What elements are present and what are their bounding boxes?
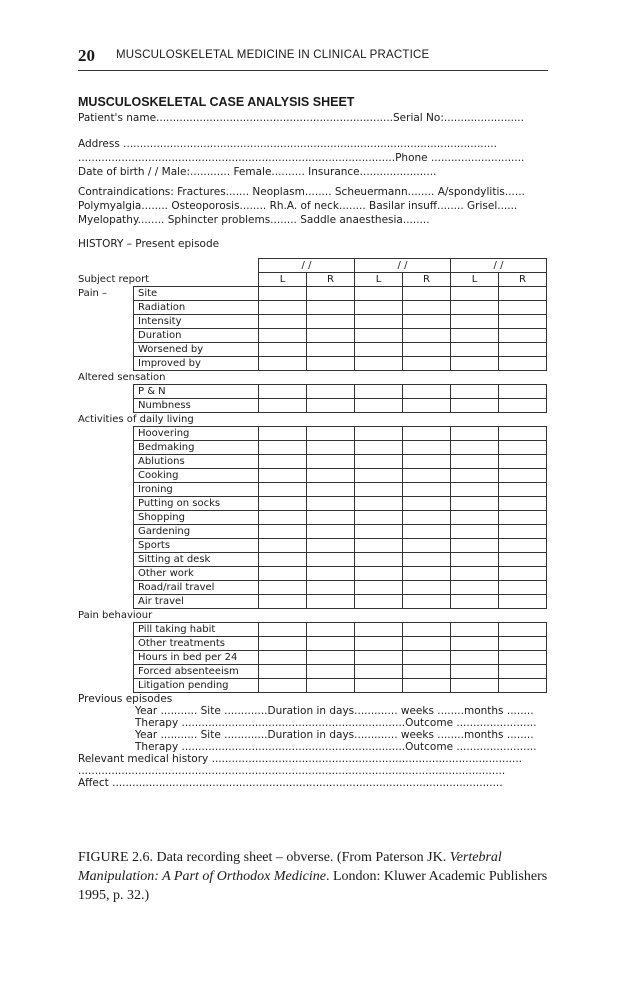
entry-cell[interactable]	[355, 637, 403, 651]
dob-line: Date of birth / / Male:............ Female.......... Insurance.......................	[78, 166, 437, 178]
item-row	[78, 511, 547, 525]
entry-cell[interactable]	[403, 539, 451, 553]
entry-cell[interactable]	[307, 385, 355, 399]
item-row	[78, 441, 547, 455]
entry-cell[interactable]	[307, 581, 355, 595]
group-label	[78, 315, 134, 329]
entry-cell[interactable]	[355, 427, 403, 441]
entry-cell[interactable]	[499, 581, 547, 595]
group-label	[78, 539, 134, 553]
running-header	[78, 46, 548, 71]
item-label: Sitting at desk	[134, 553, 259, 567]
entry-cell[interactable]	[259, 511, 307, 525]
item-label: Cooking	[134, 469, 259, 483]
group-label	[78, 511, 134, 525]
entry-cell[interactable]	[307, 665, 355, 679]
entry-cell[interactable]	[355, 525, 403, 539]
item-row	[78, 581, 547, 595]
item-row	[78, 427, 547, 441]
entry-cell[interactable]	[307, 525, 355, 539]
entry-cell[interactable]	[307, 539, 355, 553]
history-grid	[78, 258, 547, 693]
item-label: Gardening	[134, 525, 259, 539]
entry-cell[interactable]	[355, 385, 403, 399]
page-number: 20	[78, 46, 95, 65]
item-label: Hoovering	[134, 427, 259, 441]
entry-cell[interactable]	[451, 553, 499, 567]
entry-cell[interactable]	[307, 637, 355, 651]
side-left: L	[451, 273, 499, 287]
entry-cell[interactable]	[403, 581, 451, 595]
item-label: P & N	[134, 385, 259, 399]
item-label: Putting on socks	[134, 497, 259, 511]
entry-cell[interactable]	[307, 623, 355, 637]
entry-cell[interactable]	[451, 497, 499, 511]
item-label: Intensity	[134, 315, 259, 329]
entry-cell[interactable]	[403, 553, 451, 567]
entry-cell[interactable]	[403, 441, 451, 455]
phone-line: ...............................................................................................Phone ............................	[78, 152, 525, 164]
group-label	[78, 651, 134, 665]
subject-report-label: Subject report	[78, 273, 150, 285]
entry-cell[interactable]	[259, 525, 307, 539]
entry-cell[interactable]	[499, 385, 547, 399]
entry-cell[interactable]	[403, 427, 451, 441]
entry-cell[interactable]	[499, 455, 547, 469]
entry-cell[interactable]	[499, 427, 547, 441]
entry-cell[interactable]	[403, 483, 451, 497]
item-label: Site	[134, 287, 259, 301]
entry-cell[interactable]	[451, 455, 499, 469]
entry-cell[interactable]	[307, 497, 355, 511]
entry-cell[interactable]	[403, 399, 451, 413]
entry-cell[interactable]	[403, 665, 451, 679]
item-label: Improved by	[134, 357, 259, 371]
entry-cell[interactable]	[259, 623, 307, 637]
entry-cell[interactable]	[499, 399, 547, 413]
group-label	[78, 301, 134, 315]
group-label	[78, 329, 134, 343]
group-label: Altered sensation	[78, 372, 166, 383]
entry-cell[interactable]	[499, 287, 547, 301]
entry-cell[interactable]	[499, 651, 547, 665]
entry-cell[interactable]	[451, 539, 499, 553]
entry-cell[interactable]	[259, 553, 307, 567]
item-label: Air travel	[134, 595, 259, 609]
group-label	[78, 567, 134, 581]
entry-cell[interactable]	[451, 343, 499, 357]
item-label: Ablutions	[134, 455, 259, 469]
entry-cell[interactable]	[403, 567, 451, 581]
entry-cell[interactable]	[451, 483, 499, 497]
entry-cell[interactable]	[403, 637, 451, 651]
entry-cell[interactable]	[259, 581, 307, 595]
patient-name-line: Patient's name.......................................................................Serial No:........................	[78, 112, 524, 124]
item-row	[78, 679, 547, 693]
entry-cell[interactable]	[451, 329, 499, 343]
entry-cell[interactable]	[355, 287, 403, 301]
entry-cell[interactable]	[499, 357, 547, 371]
group-label: Activities of daily living	[78, 414, 194, 425]
entry-cell[interactable]	[403, 623, 451, 637]
item-row	[78, 525, 547, 539]
item-row	[78, 315, 547, 329]
entry-cell[interactable]	[307, 679, 355, 693]
item-row	[78, 399, 547, 413]
entry-cell[interactable]	[499, 511, 547, 525]
group-label	[78, 637, 134, 651]
entry-cell[interactable]	[259, 665, 307, 679]
item-row	[78, 497, 547, 511]
entry-cell[interactable]	[451, 651, 499, 665]
item-row	[78, 301, 547, 315]
entry-cell[interactable]	[499, 623, 547, 637]
entry-cell[interactable]	[403, 287, 451, 301]
entry-cell[interactable]	[451, 427, 499, 441]
item-row	[78, 357, 547, 371]
group-heading-row	[78, 371, 547, 385]
group-label	[78, 665, 134, 679]
entry-cell[interactable]	[307, 651, 355, 665]
entry-cell[interactable]	[403, 469, 451, 483]
entry-cell[interactable]	[307, 315, 355, 329]
entry-cell[interactable]	[355, 595, 403, 609]
side-left: L	[355, 273, 403, 287]
entry-cell[interactable]	[403, 595, 451, 609]
group-heading-row	[78, 609, 547, 623]
caption-text: FIGURE 2.6. Data recording sheet – obverse. (From Paterson JK.	[78, 850, 450, 865]
entry-cell[interactable]	[403, 497, 451, 511]
item-row	[78, 553, 547, 567]
entry-cell[interactable]	[499, 329, 547, 343]
entry-cell[interactable]	[307, 469, 355, 483]
entry-cell[interactable]	[307, 553, 355, 567]
side-right: R	[499, 273, 547, 287]
entry-cell[interactable]	[499, 539, 547, 553]
entry-cell[interactable]	[355, 581, 403, 595]
entry-cell[interactable]	[499, 343, 547, 357]
previous-episodes	[78, 693, 536, 789]
item-label: Duration	[134, 329, 259, 343]
entry-cell[interactable]	[307, 441, 355, 455]
entry-cell[interactable]	[403, 455, 451, 469]
previous-line: Year ........... Site .............Duration in days............. weeks ........months ........	[135, 729, 534, 741]
group-label	[78, 455, 134, 469]
entry-cell[interactable]	[403, 357, 451, 371]
entry-cell[interactable]	[307, 287, 355, 301]
entry-cell[interactable]	[307, 595, 355, 609]
entry-cell[interactable]	[307, 329, 355, 343]
group-label	[78, 427, 134, 441]
side-left: L	[259, 273, 307, 287]
entry-cell[interactable]	[451, 665, 499, 679]
entry-cell[interactable]	[355, 539, 403, 553]
sheet-title: MUSCULOSKELETAL CASE ANALYSIS SHEET	[78, 95, 355, 109]
entry-cell[interactable]	[451, 595, 499, 609]
item-row	[78, 287, 547, 301]
entry-cell[interactable]	[355, 665, 403, 679]
item-label: Forced absenteeism	[134, 665, 259, 679]
entry-cell[interactable]	[499, 637, 547, 651]
entry-cell[interactable]	[259, 343, 307, 357]
item-label: Road/rail travel	[134, 581, 259, 595]
date-mark: / /	[451, 259, 547, 273]
entry-cell[interactable]	[403, 679, 451, 693]
date-mark: / /	[259, 259, 355, 273]
item-label: Shopping	[134, 511, 259, 525]
item-row	[78, 567, 547, 581]
entry-cell[interactable]	[259, 301, 307, 315]
entry-cell[interactable]	[451, 637, 499, 651]
item-row	[78, 343, 547, 357]
history-heading: HISTORY – Present episode	[78, 238, 220, 250]
relevant-history-line: Relevant medical history .............................................................................................	[78, 753, 523, 765]
running-title: MUSCULOSKELETAL MEDICINE IN CLINICAL PRACTICE	[116, 49, 430, 61]
group-label	[78, 469, 134, 483]
entry-cell[interactable]	[259, 567, 307, 581]
entry-cell[interactable]	[307, 301, 355, 315]
entry-cell[interactable]	[451, 357, 499, 371]
entry-cell[interactable]	[355, 469, 403, 483]
figure-caption	[78, 848, 550, 905]
entry-cell[interactable]	[403, 315, 451, 329]
entry-cell[interactable]	[307, 511, 355, 525]
entry-cell[interactable]	[259, 357, 307, 371]
entry-cell[interactable]	[355, 497, 403, 511]
affect-line: Affect .....................................................................................................................	[78, 777, 503, 789]
item-label: Other treatments	[134, 637, 259, 651]
side-right: R	[403, 273, 451, 287]
entry-cell[interactable]	[451, 315, 499, 329]
entry-cell[interactable]	[355, 623, 403, 637]
entry-cell[interactable]	[355, 679, 403, 693]
entry-cell[interactable]	[307, 399, 355, 413]
entry-cell[interactable]	[403, 525, 451, 539]
item-row	[78, 483, 547, 497]
group-label	[78, 385, 134, 399]
entry-cell[interactable]	[355, 511, 403, 525]
caption-title: Vertebral Manipulation: A Part of Orthodox Medicine	[78, 850, 502, 884]
entry-cell[interactable]	[355, 301, 403, 315]
contraindications-line-2: Polymyalgia........ Osteoporosis........ Rh.A. of neck........ Basilar insuff........ Grisel......	[78, 200, 518, 212]
group-label	[78, 497, 134, 511]
entry-cell[interactable]	[355, 441, 403, 455]
blank-line: ................................................................................................................................	[78, 765, 506, 777]
entry-cell[interactable]	[355, 483, 403, 497]
entry-cell[interactable]	[259, 595, 307, 609]
entry-cell[interactable]	[451, 301, 499, 315]
entry-cell[interactable]	[451, 525, 499, 539]
item-label: Pill taking habit	[134, 623, 259, 637]
entry-cell[interactable]	[259, 637, 307, 651]
entry-cell[interactable]	[355, 315, 403, 329]
group-label	[78, 595, 134, 609]
entry-cell[interactable]	[307, 357, 355, 371]
entry-cell[interactable]	[403, 301, 451, 315]
entry-cell[interactable]	[451, 469, 499, 483]
previous-heading: Previous episodes	[78, 693, 173, 705]
subject-report-row	[78, 273, 547, 287]
entry-cell[interactable]	[499, 567, 547, 581]
entry-cell[interactable]	[499, 441, 547, 455]
entry-cell[interactable]	[403, 343, 451, 357]
previous-line: Therapy ...................................................................Outcome ........................	[135, 717, 537, 729]
group-label: Pain behaviour	[78, 610, 153, 621]
item-label: Sports	[134, 539, 259, 553]
entry-cell[interactable]	[403, 511, 451, 525]
entry-cell[interactable]	[403, 329, 451, 343]
entry-cell[interactable]	[451, 287, 499, 301]
entry-cell[interactable]	[499, 469, 547, 483]
item-label: Bedmaking	[134, 441, 259, 455]
entry-cell[interactable]	[355, 343, 403, 357]
entry-cell[interactable]	[451, 623, 499, 637]
entry-cell[interactable]	[355, 399, 403, 413]
contraindications-line-1: Contraindications: Fractures....... Neoplasm........ Scheuermann........ A/spondylitis......	[78, 186, 525, 198]
entry-cell[interactable]	[307, 567, 355, 581]
entry-cell[interactable]	[259, 497, 307, 511]
entry-cell[interactable]	[403, 651, 451, 665]
item-row	[78, 455, 547, 469]
group-heading-row	[78, 413, 547, 427]
entry-cell[interactable]	[451, 441, 499, 455]
item-row	[78, 595, 547, 609]
group-label	[78, 525, 134, 539]
entry-cell[interactable]	[451, 581, 499, 595]
entry-cell[interactable]	[307, 483, 355, 497]
entry-cell[interactable]	[259, 469, 307, 483]
item-row	[78, 385, 547, 399]
entry-cell[interactable]	[259, 287, 307, 301]
group-label	[78, 399, 134, 413]
entry-cell[interactable]	[499, 315, 547, 329]
group-label	[78, 483, 134, 497]
entry-cell[interactable]	[259, 539, 307, 553]
entry-cell[interactable]	[451, 385, 499, 399]
entry-cell[interactable]	[355, 651, 403, 665]
entry-cell[interactable]	[259, 651, 307, 665]
entry-cell[interactable]	[451, 679, 499, 693]
entry-cell[interactable]	[307, 343, 355, 357]
entry-cell[interactable]	[499, 497, 547, 511]
item-row	[78, 539, 547, 553]
item-row	[78, 637, 547, 651]
entry-cell[interactable]	[307, 427, 355, 441]
entry-cell[interactable]	[499, 553, 547, 567]
entry-cell[interactable]	[499, 595, 547, 609]
item-label: Ironing	[134, 483, 259, 497]
entry-cell[interactable]	[355, 357, 403, 371]
entry-cell[interactable]	[355, 553, 403, 567]
entry-cell[interactable]	[451, 567, 499, 581]
previous-line: Therapy ...................................................................Outcome ........................	[135, 741, 537, 753]
item-label: Litigation pending	[134, 679, 259, 693]
entry-cell[interactable]	[259, 679, 307, 693]
item-row	[78, 651, 547, 665]
date-mark: / /	[355, 259, 451, 273]
entry-cell[interactable]	[259, 329, 307, 343]
group-label: Pain –	[78, 288, 108, 299]
entry-cell[interactable]	[259, 315, 307, 329]
group-label	[78, 343, 134, 357]
item-row	[78, 623, 547, 637]
entry-cell[interactable]	[259, 427, 307, 441]
entry-cell[interactable]	[259, 483, 307, 497]
entry-cell[interactable]	[451, 399, 499, 413]
entry-cell[interactable]	[307, 455, 355, 469]
address-line: Address ................................................................................................................	[78, 138, 497, 150]
item-label: Radiation	[134, 301, 259, 315]
entry-cell[interactable]	[499, 665, 547, 679]
entry-cell[interactable]	[355, 455, 403, 469]
entry-cell[interactable]	[355, 567, 403, 581]
item-label: Other work	[134, 567, 259, 581]
entry-cell[interactable]	[499, 679, 547, 693]
group-label	[78, 441, 134, 455]
item-label: Worsened by	[134, 343, 259, 357]
entry-cell[interactable]	[499, 301, 547, 315]
entry-cell[interactable]	[259, 441, 307, 455]
item-row	[78, 329, 547, 343]
item-label: Hours in bed per 24	[134, 651, 259, 665]
contraindications-line-3: Myelopathy........ Sphincter problems........ Saddle anaesthesia........	[78, 214, 430, 226]
entry-cell[interactable]	[355, 329, 403, 343]
entry-cell[interactable]	[259, 385, 307, 399]
entry-cell[interactable]	[499, 483, 547, 497]
group-label	[78, 623, 134, 637]
group-label	[78, 679, 134, 693]
previous-line: Year ........... Site .............Duration in days............. weeks ........months ........	[135, 705, 534, 717]
caption-source: . London: Kluwer Academic Publishers 1995, p. 32.)	[78, 869, 548, 903]
item-row	[78, 665, 547, 679]
group-label	[78, 553, 134, 567]
entry-cell[interactable]	[259, 399, 307, 413]
item-label: Numbness	[134, 399, 259, 413]
entry-cell[interactable]	[403, 385, 451, 399]
item-row	[78, 469, 547, 483]
entry-cell[interactable]	[451, 511, 499, 525]
group-label	[78, 357, 134, 371]
date-row	[78, 259, 547, 273]
group-label	[78, 581, 134, 595]
entry-cell[interactable]	[499, 525, 547, 539]
side-right: R	[307, 273, 355, 287]
entry-cell[interactable]	[259, 455, 307, 469]
